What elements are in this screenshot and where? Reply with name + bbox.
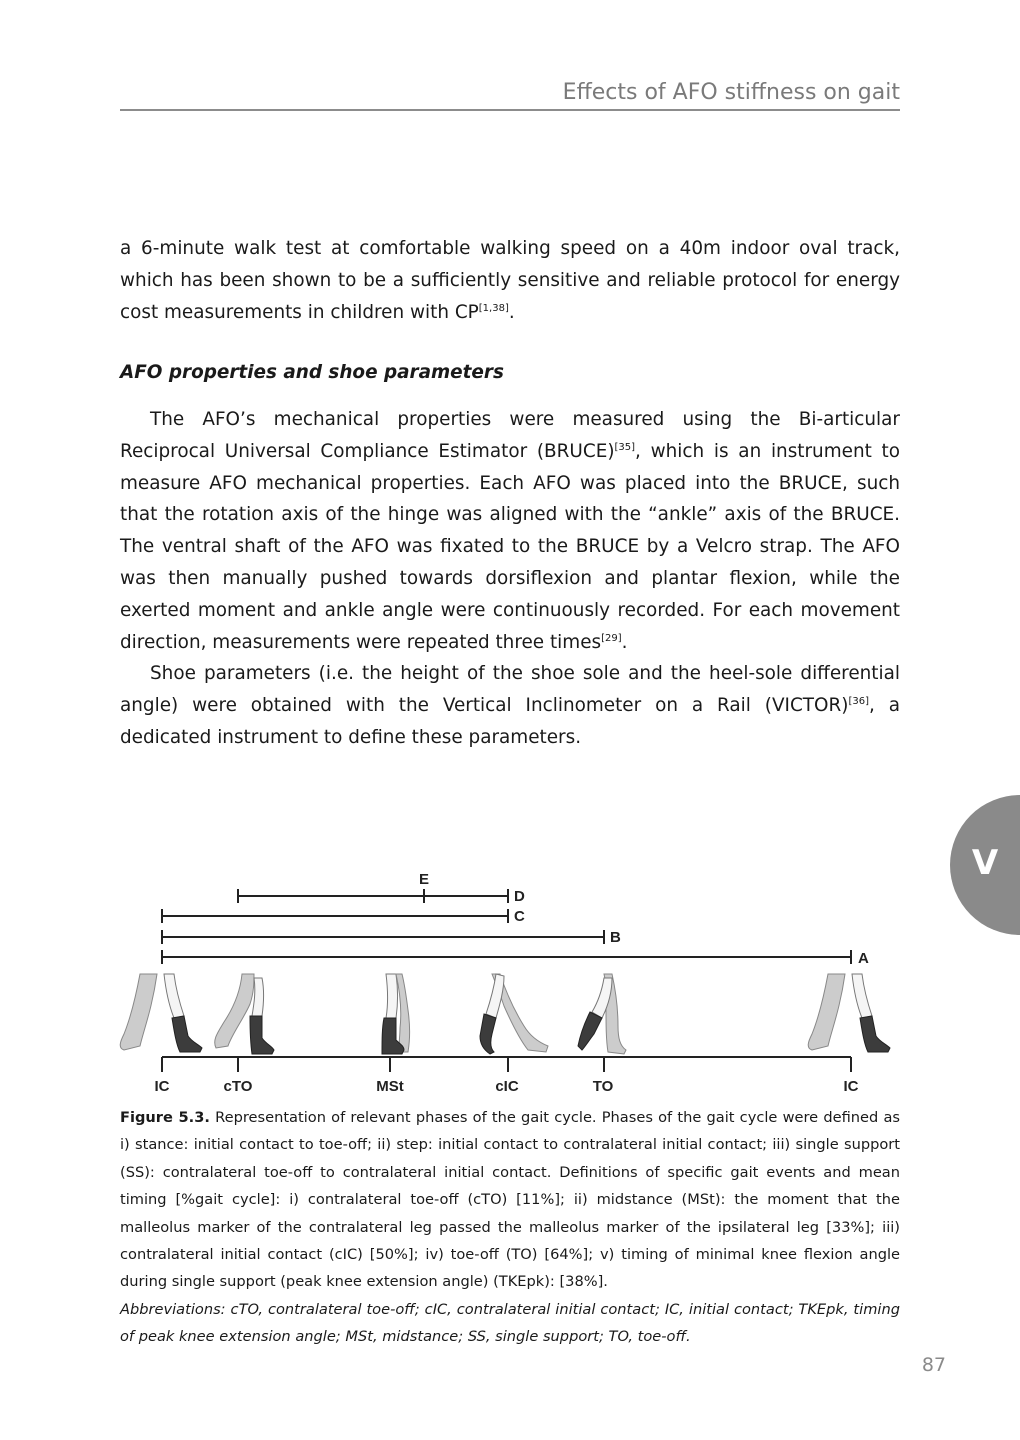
interval-c — [162, 909, 508, 923]
citation-ref: [29] — [601, 632, 622, 644]
figure-caption — [120, 1104, 900, 1351]
section-body — [120, 404, 900, 754]
label-d: D — [514, 888, 525, 905]
label-c: C — [514, 908, 525, 925]
caption-abbreviations: Abbreviations: cTO, contralateral toe-off; cIC, contralateral initial contact; IC, initial contact; TKEpk, timing of peak knee extension angle; MSt, midstance; SS, single support; TO, toe-off. — [120, 1300, 900, 1346]
walker-cic-icon — [480, 974, 548, 1054]
shoe-parameters-paragraph — [120, 658, 900, 753]
chapter-label: V — [971, 843, 999, 883]
event-label-to: TO — [592, 1078, 614, 1095]
interval-b — [162, 930, 604, 944]
intro-text: a 6-minute walk test at comfortable walking speed on a 40m indoor oval track, which has been shown to be a sufficiently sensitive and reliable protocol for energy cost measurements in children with CP — [120, 238, 900, 323]
running-title: Effects of AFO stiffness on gait — [562, 80, 900, 105]
section-heading: AFO properties and shoe parameters — [120, 362, 504, 383]
page-number: 87 — [921, 1354, 946, 1376]
paragraph-text: , a dedicated instrument to define these parameters. — [120, 695, 900, 748]
gait-cycle-diagram — [110, 860, 910, 1100]
label-a: A — [858, 950, 869, 967]
event-label-mst: MSt — [376, 1078, 404, 1095]
interval-d — [238, 889, 508, 903]
event-label-cic: cIC — [495, 1078, 519, 1095]
walker-mst-icon — [382, 974, 410, 1054]
event-label-cto: cTO — [223, 1078, 253, 1095]
intro-paragraph — [120, 233, 900, 328]
walker-ic-end-icon — [808, 974, 890, 1052]
citation-ref: [35] — [614, 441, 636, 453]
caption-text: Representation of relevant phases of the gait cycle. Phases of the gait cycle were defined as i) stance: initial contact to toe-off; ii) step: initial contact to contralateral initial contact; iii) single support (SS): contralateral toe-off to contralateral initial contact. Definitions of specific gait events and mean timing [%gait cycle]: i) contralateral toe-off (cTO) [11%]; ii) midstance (MSt): the moment that the malleolus marker of the contralateral leg passed the malleolus marker of the ipsilateral leg [33%]; iii) contralateral initial contact (cIC) [50%]; iv) toe-off (TO) [64%]; v) timing of minimal knee flexion angle during single support (peak knee extension angle) (TKEpk): [38%]. — [120, 1109, 900, 1291]
walker-ic-start-icon — [120, 974, 202, 1052]
paragraph-text: Shoe parameters (i.e. the height of the shoe sole and the heel-sole differential angle) were obtained with the Vertical Inclinometer on a Rail (VICTOR) — [120, 663, 900, 717]
intro-period: . — [508, 301, 515, 323]
citation-ref: [36] — [848, 696, 869, 708]
label-b: B — [610, 929, 621, 946]
gait-cycle-figure — [110, 860, 910, 1100]
caption-label: Figure 5.3. — [120, 1109, 210, 1126]
running-head — [120, 80, 900, 111]
chapter-tab — [950, 795, 1020, 935]
label-e: E — [418, 871, 430, 888]
paragraph-text: , which is an instrument to measure AFO mechanical properties. Each AFO was placed into the BRUCE, such that the rotation axis of the hinge was aligned with the “ankle” axis of the BRUCE. The ventral shaft of the AFO was fixated to the BRUCE by a Velcro strap. The AFO was then manually pushed towards dorsiflexion and plantar flexion, while the exerted moment and ankle angle were continuously recorded. For each movement direction, measurements were repeated three times — [120, 440, 900, 653]
paragraph-period: . — [621, 631, 628, 653]
interval-bars — [162, 889, 851, 964]
walker-to-icon — [578, 974, 626, 1054]
citation-ref: [1,38] — [478, 302, 509, 314]
walker-cto-icon — [215, 974, 274, 1054]
walking-figures — [120, 974, 890, 1054]
event-label-ic-start: IC — [154, 1078, 170, 1095]
event-axis — [162, 1057, 851, 1072]
event-label-ic-end: IC — [843, 1078, 859, 1095]
paragraph-text: The AFO’s mechanical properties were measured using the Bi-articular Reciprocal Universal Compliance Estimator (BRUCE) — [120, 409, 900, 462]
interval-a — [162, 950, 851, 964]
afo-properties-paragraph — [120, 404, 900, 658]
